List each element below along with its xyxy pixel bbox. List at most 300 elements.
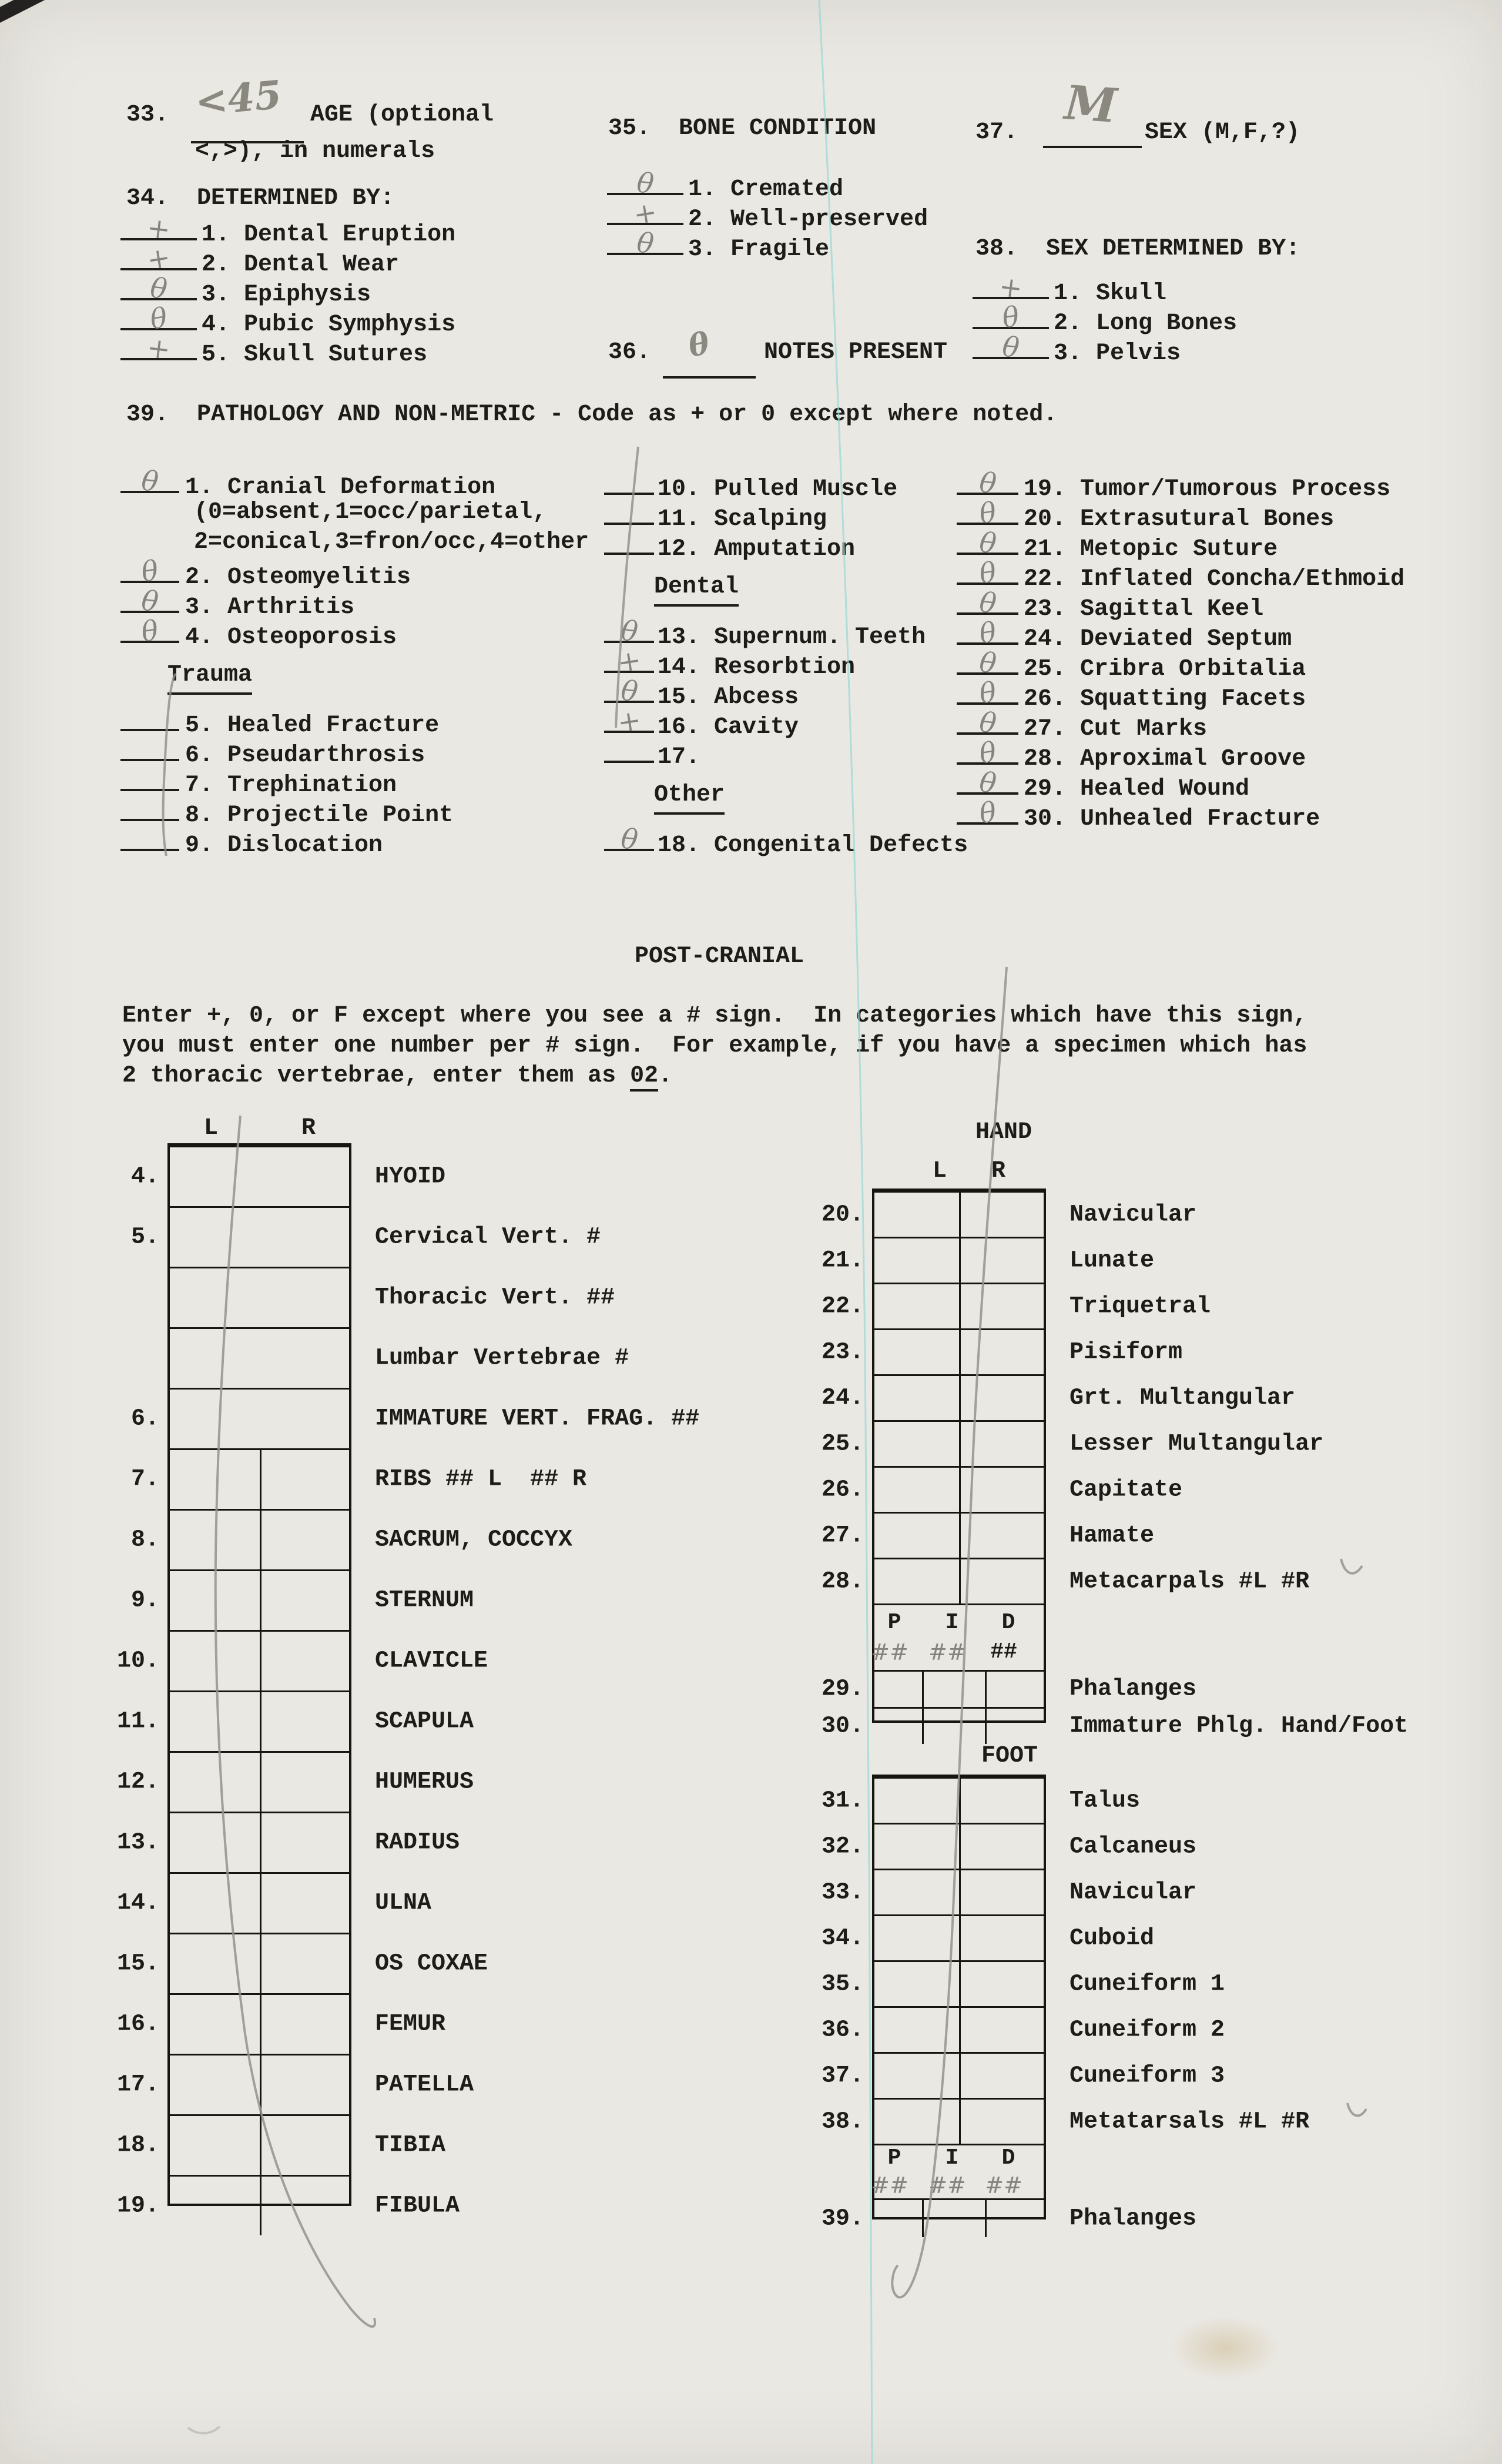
- row-number: 22.: [821, 1293, 864, 1320]
- answer-blank[interactable]: [120, 795, 179, 821]
- handwritten-mark: θ: [139, 554, 161, 589]
- item-label: 16. Cavity: [658, 714, 799, 741]
- row-label: Cuneiform 2: [1069, 2017, 1225, 2043]
- item-label: 8. Projectile Point: [185, 802, 454, 829]
- q39-entry: [120, 795, 589, 829]
- q34-item: [120, 211, 456, 248]
- answer-blank[interactable]: [120, 705, 179, 731]
- answer-blank[interactable]: [120, 825, 179, 851]
- item-label: (0=absent,1=occ/parietal,: [194, 499, 547, 525]
- handwritten-mark: θ: [977, 526, 998, 561]
- cell-right[interactable]: [959, 1962, 1045, 2006]
- cell-right[interactable]: [959, 2100, 1045, 2144]
- answer-blank[interactable]: [120, 331, 197, 367]
- row-number: 13.: [116, 1829, 159, 1856]
- q36-label: NOTES PRESENT: [764, 339, 948, 366]
- item-label: 24. Deviated Septum: [1024, 626, 1292, 652]
- answer-blank[interactable]: [604, 644, 654, 679]
- cell-divider: [985, 1709, 987, 1744]
- item-label: 6. Pseudarthrosis: [185, 742, 425, 769]
- row-number: 34.: [821, 1925, 864, 1951]
- table-row: [821, 1466, 1183, 1512]
- table-row: [821, 2052, 1225, 2098]
- q38-item: [973, 270, 1237, 307]
- item-label: Other: [654, 780, 725, 815]
- column-header-left: L: [932, 1158, 947, 1184]
- item-label: 22. Inflated Concha/Ethmoid: [1024, 566, 1405, 592]
- answer-blank[interactable]: [957, 466, 1018, 501]
- row-number: 6.: [130, 1405, 159, 1432]
- table-row: [821, 1960, 1225, 2006]
- row-number: 4.: [130, 1163, 159, 1190]
- row-number: 12.: [116, 1769, 159, 1796]
- cell-right[interactable]: [959, 1779, 1045, 1823]
- answer-blank[interactable]: [604, 737, 654, 763]
- q39-entry: [120, 554, 589, 591]
- row-label: Cuboid: [1069, 1925, 1155, 1951]
- q39-entry: [120, 705, 589, 739]
- row-number: 23.: [821, 1339, 864, 1365]
- table-row: [116, 1630, 488, 1690]
- answer-blank[interactable]: [120, 464, 179, 499]
- answer-blank[interactable]: [957, 676, 1018, 711]
- item-label: Trauma: [167, 660, 252, 695]
- q37-label: SEX (M,F,?): [1145, 119, 1300, 146]
- handwritten-mark: θ: [147, 302, 170, 336]
- row-number: 30.: [821, 1713, 864, 1740]
- q39-entry: [604, 572, 968, 602]
- row-number: 39.: [821, 2205, 864, 2232]
- hand-phalanges-rows: [821, 1670, 1409, 1744]
- handwritten-mark: θ: [139, 614, 161, 649]
- q39-entry: [604, 499, 968, 533]
- handwritten-mark: θ: [977, 796, 998, 831]
- cell-right[interactable]: [959, 1824, 1045, 1869]
- cell-right[interactable]: [959, 1870, 1045, 1914]
- q33-handwritten-age: <45: [193, 71, 284, 125]
- answer-blank[interactable]: [120, 765, 179, 791]
- row-number: 29.: [821, 1676, 864, 1703]
- answer-blank[interactable]: [973, 330, 1049, 365]
- answer-blank[interactable]: [973, 300, 1049, 335]
- cell-right[interactable]: [959, 1559, 1045, 1603]
- q39-entry: [120, 660, 589, 690]
- paper-stain: [1169, 2316, 1281, 2381]
- q34-item: [120, 241, 455, 278]
- q39-entry: [120, 765, 589, 799]
- row-label: Phalanges: [1069, 2205, 1197, 2232]
- row-number: 37.: [821, 2063, 864, 2089]
- cell-right[interactable]: [260, 1934, 351, 1993]
- item-label: 4. Osteoporosis: [185, 624, 397, 651]
- post-cranial-title: POST-CRANIAL: [635, 943, 804, 970]
- q33-number: 33.: [126, 102, 169, 128]
- q35-item: [607, 196, 928, 233]
- table-row: [170, 1267, 615, 1327]
- cell-right[interactable]: [959, 2008, 1045, 2052]
- item-label: 25. Cribra Orbitalia: [1024, 656, 1306, 682]
- pid-d: D: [1001, 1610, 1015, 1635]
- item-label: 3. Pelvis: [1054, 340, 1181, 367]
- row-label: IMMATURE VERT. FRAG. ##: [375, 1405, 700, 1432]
- row-label: Grt. Multangular: [1069, 1385, 1296, 1411]
- hand-pid-header: [871, 1603, 1044, 1670]
- handwritten-mark: +: [145, 331, 172, 367]
- row-number: 26.: [821, 1477, 864, 1503]
- table-row: [116, 2054, 474, 2114]
- q34-item: [120, 331, 455, 368]
- answer-blank[interactable]: [957, 796, 1018, 831]
- table-row: [130, 1509, 573, 1569]
- table-row: [821, 1823, 1197, 1869]
- answer-blank[interactable]: [957, 766, 1018, 801]
- cell-right[interactable]: [260, 1511, 351, 1569]
- row-label: ULNA: [375, 1890, 432, 1917]
- item-label: 15. Abcess: [658, 684, 799, 711]
- cell-right[interactable]: [260, 1450, 351, 1509]
- scan-corner-artifact: [0, 0, 48, 24]
- q35-item: [607, 166, 928, 203]
- q36-answer-blank[interactable]: [663, 376, 756, 379]
- handwritten-mark: +: [145, 241, 173, 277]
- q39-entry: [604, 737, 968, 771]
- q39-entry: [120, 497, 589, 527]
- table-row: [821, 1237, 1155, 1283]
- row-number: 38.: [821, 2108, 864, 2135]
- table-row: [821, 1512, 1155, 1558]
- handwritten-mark: θ: [139, 464, 160, 499]
- cell-right[interactable]: [959, 1238, 1045, 1283]
- answer-blank[interactable]: [607, 166, 683, 201]
- answer-blank[interactable]: [607, 226, 683, 261]
- item-label: 7. Trephination: [185, 772, 397, 799]
- pen-squiggle-metatarsals: [1347, 2103, 1366, 2115]
- answer-blank[interactable]: [957, 616, 1018, 651]
- row-number: 17.: [116, 2071, 159, 2098]
- table-row: [821, 1283, 1211, 1328]
- hand-rows: [821, 1191, 1324, 1603]
- cell-right[interactable]: [959, 1330, 1045, 1374]
- q39-entry: [604, 644, 968, 681]
- item-label: 1. Dental Eruption: [202, 222, 456, 248]
- q39-entry: [120, 825, 589, 859]
- row-label: Lunate: [1069, 1247, 1155, 1274]
- row-label: SACRUM, COCCYX: [375, 1526, 573, 1554]
- item-label: 26. Squatting Facets: [1024, 686, 1306, 712]
- row-label: Navicular: [1069, 1879, 1197, 1906]
- handwritten-mark: θ: [977, 736, 998, 771]
- handwritten-mark: θ: [619, 614, 639, 649]
- column-header-left: L: [203, 1115, 218, 1141]
- answer-blank[interactable]: [120, 584, 179, 619]
- q38-item: [973, 330, 1237, 367]
- q39-entry: [957, 736, 1404, 772]
- cell-right[interactable]: [959, 2054, 1045, 2098]
- table-row: [116, 1993, 446, 2054]
- cell-right[interactable]: [260, 1874, 351, 1933]
- q38-title: 38. SEX DETERMINED BY:: [975, 236, 1300, 262]
- q39-entry: [957, 796, 1404, 832]
- item-label: 13. Supernum. Teeth: [658, 624, 926, 651]
- handwritten-mark: θ: [977, 586, 998, 621]
- cell-right[interactable]: [260, 1329, 350, 1388]
- row-label: TIBIA: [375, 2132, 446, 2159]
- handwritten-mark: θ: [139, 584, 160, 619]
- q38-item: [973, 300, 1238, 337]
- cell-right[interactable]: [959, 1468, 1045, 1512]
- table-row: [821, 1869, 1197, 1914]
- row-number: 9.: [130, 1587, 159, 1614]
- row-label: Hamate: [1069, 1522, 1155, 1549]
- row-label: Cervical Vert. #: [375, 1224, 601, 1251]
- pid-hash-3: ##: [990, 1639, 1017, 1665]
- row-label: Lumbar Vertebrae #: [375, 1345, 629, 1372]
- cell-right[interactable]: [959, 1916, 1045, 1960]
- table-row: [116, 2175, 460, 2235]
- row-label: Immature Phlg. Hand/Foot: [1069, 1713, 1409, 1740]
- answer-blank[interactable]: [957, 586, 1018, 621]
- pid-hash-2: ##: [928, 2172, 966, 2198]
- table-row: [116, 1751, 474, 1812]
- answer-blank[interactable]: [957, 496, 1018, 531]
- answer-blank[interactable]: [604, 529, 654, 555]
- row-label: FIBULA: [375, 2192, 460, 2219]
- item-label: 21. Metopic Suture: [1024, 536, 1278, 563]
- q39-entry: [604, 469, 968, 503]
- item-label: 9. Dislocation: [185, 832, 383, 859]
- row-label: RIBS ## L ## R: [375, 1466, 587, 1493]
- row-number: 7.: [130, 1466, 159, 1493]
- answer-blank[interactable]: [120, 241, 197, 277]
- cell-right[interactable]: [260, 1268, 350, 1327]
- answer-blank[interactable]: [604, 469, 654, 495]
- hand-section-title: HAND: [975, 1119, 1032, 1146]
- item-label: 12. Amputation: [658, 536, 856, 563]
- row-number: 18.: [116, 2132, 159, 2159]
- table-row: [821, 1558, 1310, 1603]
- foot-section-title: FOOT: [981, 1743, 1038, 1769]
- row-label: Phalanges: [1069, 1676, 1197, 1703]
- handwritten-mark: +: [615, 644, 643, 679]
- cell-right[interactable]: [959, 1284, 1045, 1328]
- pid-hash-2: ##: [928, 1639, 966, 1665]
- q39-entry: [957, 706, 1404, 742]
- pid-i: I: [945, 2145, 959, 2171]
- instructions-line2: you must enter one number per # sign. For example, if you have a specimen which has: [122, 1033, 1307, 1059]
- cell-divider: [922, 1672, 924, 1707]
- row-number: 31.: [821, 1787, 864, 1814]
- cell-right[interactable]: [260, 1571, 351, 1630]
- pid-hash-3: ##: [985, 2172, 1022, 2198]
- table-row: [130, 1206, 601, 1267]
- answer-blank[interactable]: [957, 556, 1018, 591]
- q39-entry: [957, 646, 1404, 682]
- cell-right[interactable]: [260, 1813, 351, 1872]
- answer-blank[interactable]: [120, 272, 197, 306]
- q39-column-1: [120, 464, 589, 859]
- answer-blank[interactable]: [120, 211, 197, 247]
- row-label: Pisiform: [1069, 1339, 1183, 1365]
- table-row: [130, 1569, 474, 1630]
- row-number: 33.: [821, 1879, 864, 1906]
- answer-blank[interactable]: [957, 646, 1018, 681]
- cell-right[interactable]: [260, 1995, 351, 2054]
- q39-entry: [957, 766, 1404, 802]
- pid-hash-1: ##: [871, 1639, 908, 1665]
- item-label: 3. Fragile: [688, 236, 830, 263]
- q39-entry: [957, 556, 1405, 592]
- table-row: [116, 2114, 446, 2175]
- q37-answer-blank[interactable]: [1043, 146, 1142, 148]
- handwritten-mark: θ: [977, 676, 998, 711]
- answer-blank[interactable]: [120, 302, 197, 336]
- cell-right[interactable]: [260, 2116, 351, 2175]
- answer-blank[interactable]: [604, 822, 654, 857]
- table-row: [821, 1914, 1155, 1960]
- answer-blank[interactable]: [957, 526, 1018, 561]
- table-row: [130, 1448, 587, 1509]
- row-label: Metacarpals #L #R: [1069, 1568, 1310, 1595]
- item-label: 2. Well-preserved: [688, 206, 928, 233]
- q37-number: 37.: [975, 119, 1018, 146]
- row-number: 32.: [821, 1833, 864, 1860]
- table-row: [821, 1777, 1141, 1823]
- q39-entry: [957, 496, 1404, 533]
- handwritten-mark: +: [997, 270, 1024, 306]
- item-label: Dental: [654, 572, 739, 607]
- hand-bone-table: [821, 1119, 1409, 1740]
- handwritten-mark: θ: [1000, 300, 1022, 335]
- row-label: HUMERUS: [375, 1769, 474, 1796]
- table-row: [821, 2006, 1225, 2052]
- q37-handwritten-sex: M: [1062, 75, 1119, 133]
- foot-bone-table: [821, 1743, 1310, 2232]
- q39-entry: [120, 584, 589, 621]
- cell-right[interactable]: [260, 1390, 350, 1448]
- item-label: 27. Cut Marks: [1024, 716, 1208, 742]
- q39-entry: [120, 464, 589, 501]
- row-label: Navicular: [1069, 1201, 1197, 1228]
- cell-right[interactable]: [260, 1753, 351, 1812]
- foot-pid-header: [871, 2144, 1044, 2198]
- column-header-right: R: [301, 1115, 316, 1141]
- answer-blank[interactable]: [607, 196, 683, 232]
- item-label: 3. Arthritis: [185, 594, 355, 621]
- row-label: Cuneiform 3: [1069, 2063, 1225, 2089]
- pencil-scribble-bottom: [188, 2426, 220, 2433]
- postcranial-bone-table: [116, 1115, 700, 2219]
- q35-title: 35. BONE CONDITION: [608, 115, 877, 142]
- cell-divider: [985, 2200, 987, 2237]
- row-number: 36.: [821, 2017, 864, 2043]
- item-label: 2. Long Bones: [1054, 310, 1238, 337]
- cell-right[interactable]: [260, 2055, 351, 2114]
- item-label: 2. Osteomyelitis: [185, 564, 411, 591]
- row-label: RADIUS: [375, 1829, 460, 1856]
- item-label: 19. Tumor/Tumorous Process: [1024, 476, 1391, 503]
- q34-item-list: [120, 211, 456, 368]
- answer-blank[interactable]: [604, 704, 654, 739]
- answer-blank[interactable]: [957, 706, 1018, 741]
- table-row: [821, 1420, 1324, 1466]
- item-label: 1. Cranial Deformation: [185, 474, 496, 501]
- cell-divider: [985, 1672, 987, 1707]
- q39-entry: [604, 822, 968, 859]
- q39-column-3: [957, 466, 1405, 832]
- cell-right[interactable]: [260, 1208, 350, 1267]
- pid-d: D: [1001, 2145, 1015, 2171]
- item-label: 14. Resorbtion: [658, 654, 856, 681]
- item-label: 5. Healed Fracture: [185, 712, 440, 739]
- cell-right[interactable]: [959, 1422, 1045, 1466]
- cell-divider: [922, 2200, 924, 2237]
- q39-entry: [957, 676, 1404, 712]
- row-number: 15.: [116, 1950, 159, 1977]
- item-label: 30. Unhealed Fracture: [1024, 806, 1320, 832]
- answer-blank[interactable]: [604, 499, 654, 525]
- cell-right[interactable]: [260, 1632, 351, 1690]
- q39-entry: [957, 586, 1404, 622]
- cell-right[interactable]: [959, 1514, 1045, 1558]
- answer-blank[interactable]: [957, 736, 1018, 771]
- pid-p: P: [887, 1610, 901, 1635]
- table-row: [821, 2198, 1197, 2237]
- cell-right[interactable]: [260, 1692, 351, 1751]
- row-label: CLAVICLE: [375, 1648, 488, 1675]
- pid-p: P: [887, 2145, 901, 2171]
- pen-squiggle-metacarpals: [1341, 1559, 1362, 1574]
- row-label: STERNUM: [375, 1587, 474, 1614]
- q34-item: [120, 302, 456, 338]
- item-label: 4. Pubic Symphysis: [202, 312, 456, 338]
- handwritten-mark: +: [615, 704, 643, 739]
- handwritten-mark: θ: [977, 766, 998, 801]
- q39-entry: [120, 614, 589, 651]
- cell-right[interactable]: [959, 1193, 1045, 1237]
- table-row: [821, 1191, 1197, 1237]
- cell-right[interactable]: [260, 1147, 350, 1206]
- item-label: 23. Sagittal Keel: [1024, 596, 1264, 622]
- cell-right[interactable]: [260, 2177, 351, 2235]
- answer-blank[interactable]: [120, 735, 179, 761]
- answer-blank[interactable]: [120, 554, 179, 589]
- item-label: 5. Skull Sutures: [202, 342, 428, 368]
- row-label: Cuneiform 1: [1069, 1971, 1225, 1997]
- row-number: 21.: [821, 1247, 864, 1274]
- q36-handwritten-mark: θ: [685, 325, 713, 364]
- q35-item-list: [607, 166, 928, 263]
- row-label: SCAPULA: [375, 1708, 474, 1735]
- row-number: 24.: [821, 1385, 864, 1411]
- item-label: 29. Healed Wound: [1024, 776, 1250, 802]
- handwritten-mark: θ: [977, 496, 998, 531]
- handwritten-mark: +: [145, 211, 172, 247]
- table-row: [130, 1146, 446, 1206]
- answer-blank[interactable]: [973, 270, 1049, 306]
- cell-right[interactable]: [959, 1376, 1045, 1420]
- column-header-right: R: [991, 1158, 1005, 1184]
- handwritten-mark: θ: [977, 706, 998, 741]
- foot-rows: [821, 1777, 1310, 2144]
- table-row: [821, 2098, 1310, 2144]
- answer-blank[interactable]: [120, 614, 179, 649]
- answer-blank[interactable]: [604, 674, 654, 709]
- table-row: [170, 1327, 629, 1388]
- q33-label-line2: <,>), in numerals: [195, 138, 435, 165]
- item-label: 2. Dental Wear: [202, 252, 400, 278]
- answer-blank[interactable]: [604, 614, 654, 649]
- row-label: Capitate: [1069, 1477, 1183, 1503]
